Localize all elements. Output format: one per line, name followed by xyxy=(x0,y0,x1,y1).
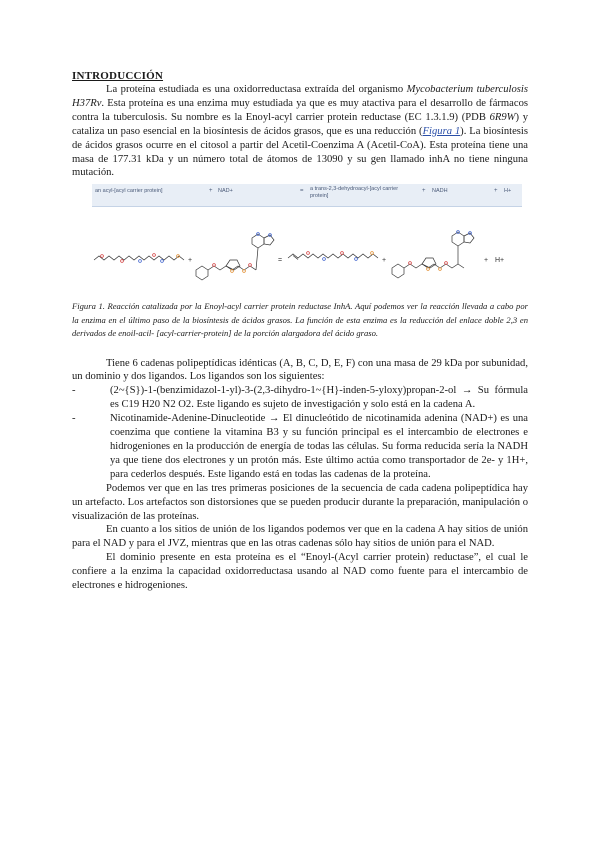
list-dash: - xyxy=(72,413,76,425)
header-plus-1: + xyxy=(209,188,213,195)
header-plus-2: + xyxy=(422,188,426,195)
document-page xyxy=(72,70,528,593)
intro-text-3: ) y cataliza un paso esencial en la biosíntesis de ácidos grasos, que es una reducción ( xyxy=(72,111,528,137)
intro-paragraph xyxy=(72,83,528,180)
reactant-acyl-acp-label[interactable]: an acyl-[acyl carrier protein] xyxy=(95,188,163,195)
intro-text-2: . Esta proteína es una enzima muy estudiada ya que es muy atactiva para el desarrollo de fármacos contra la tuberculosis. Su nombre es la Enoyl-acyl carrier protein reductase (EC 1.3.1.9) (PDB xyxy=(72,97,528,123)
nad-plus-structure xyxy=(196,233,274,280)
header-plus-3: + xyxy=(494,188,498,195)
ligand-nad-text: Nicotinamide-Adenine-Dinucleotide → El dinucleótido de nicotinamida adenina (NAD+) es una coenzima que contiene la vitamina B3 y su función principal es el intercambio de electrones e hidrogeniones en la producción de energía de todas las células. Su forma reducida sería la NADH ya que tiene dos electrones y un protón más. Este último actúa como transportador de 2e- y 1H+, para cederlos después. Este ligando está en todas las cadenas de la proteína. xyxy=(110,413,528,480)
product-proton-label[interactable]: H+ xyxy=(504,188,512,195)
nadh-structure xyxy=(392,231,474,278)
figure-caption: Figura 1. Reacción catalizada por la Enoyl-acyl carrier protein reductase InhA. Aquí podemos ver la reacción llevada a cabo por la enzima en el último paso de la biosíntesis de ácidos grasos. La función de esta enzima es la reducción del enlace doble 2,3 en derivados de enoil-acil- [acyl-carrier-protein] de la porción alargadora del ácido graso. xyxy=(72,301,528,339)
organism-name: Mycobacterium tuberculosis H37Rv xyxy=(72,84,528,109)
ligand-list xyxy=(72,384,528,481)
eq-proton: H+ xyxy=(495,257,505,265)
pdb-id: 6R9W xyxy=(489,111,516,123)
reaction-header-band xyxy=(92,184,522,207)
header-equals: = xyxy=(300,188,304,195)
section-heading: INTRODUCCIÓN xyxy=(72,70,164,82)
reaction-figure xyxy=(72,184,528,296)
chains-paragraph: Tiene 6 cadenas polipeptídicas idénticas (A, B, C, D, E, F) con una masa de 29 kDa por subunidad, un dominio y dos ligandos. Los ligandos son los siguientes: xyxy=(72,357,528,383)
enoyl-acp-structure xyxy=(288,252,378,261)
eq-equals: = xyxy=(278,257,283,265)
figure-reference-link[interactable]: Figura 1 xyxy=(422,125,461,137)
product-nadh-label[interactable]: NADH xyxy=(432,188,448,195)
list-item xyxy=(72,412,528,482)
eq-plus-1: + xyxy=(188,257,193,265)
reactant-nad-label[interactable]: NAD+ xyxy=(218,188,233,195)
intro-text-1: La proteína estudiada es una oxidorreductasa extraída del organismo xyxy=(106,84,407,95)
ligand-jvz-text: (2~{S})-1-(benzimidazol-1-yl)-3-(2,3-dihydro-1~{H}-inden-5-yloxy)propan-2-ol → Su fórmula es C19 H20 N2 O2. Este ligando es sujeto de investigación y solo está en la cadena A. xyxy=(110,385,528,411)
binding-sites-paragraph: En cuanto a los sitios de unión de los ligandos podemos ver que en la cadena A hay sitios de unión para el NAD y para el JVZ, mientras que en las otras cadenas sólo hay sitios de unión para el NAD. xyxy=(72,524,528,550)
list-dash: - xyxy=(72,385,76,397)
eq-plus-2: + xyxy=(382,257,387,265)
intro-text-4: ). La biosíntesis de ácidos grasos ocurre en el citosol a partir del Acetil-Coenzima A (Acetil-CoA). Esta proteína tiene una masa de 177.31 kDa y un número total de átomos de 13090 y su gen llamado inhA no tiene ninguna mutación. xyxy=(72,125,529,179)
eq-plus-3: + xyxy=(484,257,489,265)
artifacts-paragraph: Podemos ver que en las tres primeras posiciones de la secuencia de cada cadena polipeptídica hay un artefacto. Los artefactos son distorsiones que se pueden producir durante la preparación, manipulación o visualización de las proteínas. xyxy=(72,482,528,522)
domain-paragraph: El dominio presente en esta proteína es el “Enoyl-(Acyl carrier protein) reductase”, el cual le confiere a la enzima la capacidad oxidorreductasa usando al NAD como fuente para el intercambio de electrones e hidrogeniones. xyxy=(72,552,528,592)
reaction-structures-svg xyxy=(92,210,522,292)
acyl-acp-structure xyxy=(94,254,184,263)
product-enoyl-acp-label[interactable]: a trans-2,3-dehydroacyl-[acyl carrier protein] xyxy=(310,186,399,199)
list-item xyxy=(72,384,528,412)
